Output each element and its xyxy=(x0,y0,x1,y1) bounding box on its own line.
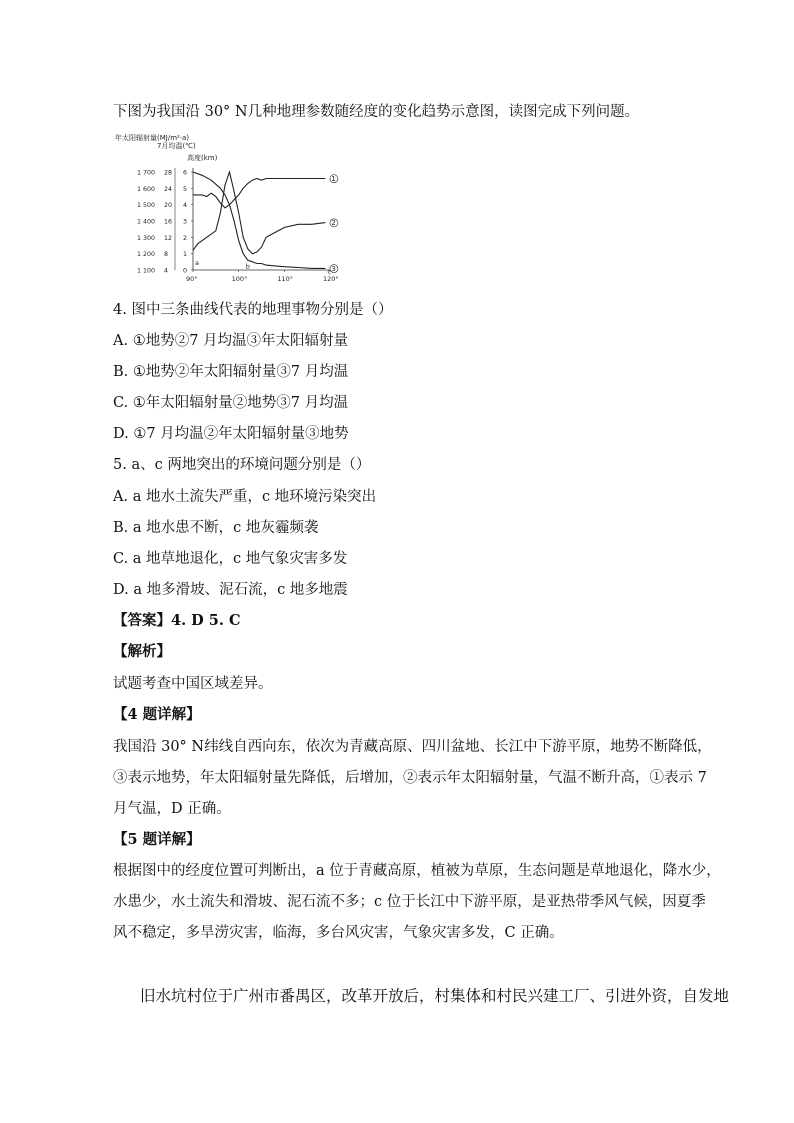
q5-detail-line-3: 风不稳定，多旱涝灾害，临海，多台风灾害，气象灾害多发，C 正确。 xyxy=(113,925,564,941)
q5-detail-heading: 【5 题详解】 xyxy=(113,831,201,848)
x-tick-label: 110° xyxy=(277,275,294,283)
series-label-3: 3 xyxy=(331,264,336,273)
point-label-b: b xyxy=(245,262,250,271)
temp-tick: 24 xyxy=(164,185,173,193)
radiation-tick: 1 300 xyxy=(137,234,156,242)
q5-option-d: D. a 地多滑坡、泥石流，c 地多地震 xyxy=(113,582,348,598)
elevation-tick: 0 xyxy=(183,267,188,275)
q4-option-b: B. ①地势②年太阳辐射量③7 月均温 xyxy=(113,364,349,380)
chart-series-labels xyxy=(195,175,338,276)
series-line-1 xyxy=(193,179,325,208)
temp-tick: 28 xyxy=(164,169,173,177)
temp-tick: 8 xyxy=(164,251,169,259)
temp-tick: 4 xyxy=(164,267,169,275)
elevation-tick: 1 xyxy=(183,251,188,259)
q4-option-d: D. ①7 月均温②年太阳辐射量③地势 xyxy=(113,426,349,442)
question-4: 4. 图中三条曲线代表的地理事物分别是（） xyxy=(113,302,393,318)
answer-line: 【答案】4. D 5. C xyxy=(113,612,241,629)
radiation-tick: 1 100 xyxy=(137,267,156,275)
chart-lines xyxy=(193,172,325,271)
temp-tick: 20 xyxy=(164,202,173,210)
series-label-2: 2 xyxy=(331,219,336,228)
temp-tick: 16 xyxy=(164,218,173,226)
q5-detail-line-2: 水患少，水土流失和滑坡、泥石流不多；c 位于长江中下游平原，是亚热带季风气候，因夏季 xyxy=(113,894,706,910)
intro-text: 下图为我国沿 30° N几种地理参数随经度的变化趋势示意图，读图完成下列问题。 xyxy=(113,104,640,120)
x-tick-label: 120° xyxy=(323,275,339,283)
temp-tick: 12 xyxy=(164,234,173,242)
series-line-3 xyxy=(193,172,325,271)
radiation-tick: 1 400 xyxy=(137,218,156,226)
series-label-1: 1 xyxy=(331,175,336,184)
elevation-tick: 4 xyxy=(183,202,188,210)
q4-detail-heading: 【4 题详解】 xyxy=(113,706,201,723)
next-passage-line: 旧水坑村位于广州市番禺区，改革开放后，村集体和村民兴建工厂、引进外资，自发地 xyxy=(140,987,730,1005)
chart-label-radiation: 年太阳辐射量(MJ/m²·a) xyxy=(115,134,190,142)
x-tick-label: 90° xyxy=(186,275,198,283)
point-label-a: a xyxy=(195,259,199,268)
point-label-c: c xyxy=(327,267,332,276)
radiation-tick: 1 500 xyxy=(137,202,156,210)
q4-option-c: C. ①年太阳辐射量②地势③7 月均温 xyxy=(113,395,349,411)
analysis-heading: 【解析】 xyxy=(113,643,171,660)
q4-detail-line-3: 月气温，D 正确。 xyxy=(113,801,231,817)
series-line-2 xyxy=(193,172,325,254)
chart-label-temp: 7月均温(℃) xyxy=(157,142,196,150)
elevation-tick: 6 xyxy=(183,169,188,177)
q4-detail-line-2: ③表示地势，年太阳辐射量先降低，后增加，②表示年太阳辐射量，气温不断升高，①表示 7 xyxy=(113,770,707,786)
x-tick-label: 100° xyxy=(231,275,248,283)
question-5: 5. a、c 两地突出的环境问题分别是（） xyxy=(113,457,371,473)
elevation-tick: 2 xyxy=(183,234,188,242)
q4-detail-line-1: 我国沿 30° N纬线自西向东，依次为青藏高原、四川盆地、长江中下游平原，地势不断降低， xyxy=(113,739,712,755)
q5-detail-line-1: 根据图中的经度位置可判断出，a 位于青藏高原，植被为草原，生态问题是草地退化，降水少， xyxy=(113,863,721,879)
q5-option-b: B. a 地水患不断，c 地灰霾频袭 xyxy=(113,520,319,536)
q4-option-a: A. ①地势②7 月均温③年太阳辐射量 xyxy=(113,333,349,349)
elevation-tick: 3 xyxy=(183,218,188,226)
chart-label-elevation: 高度(km) xyxy=(187,154,218,162)
radiation-tick: 1 200 xyxy=(137,251,156,259)
q5-option-c: C. a 地草地退化，c 地气象灾害多发 xyxy=(113,551,348,567)
q5-option-a: A. a 地水土流失严重，c 地环境污染突出 xyxy=(113,489,377,505)
longitude-profile-chart xyxy=(115,134,340,285)
chart-axes xyxy=(175,168,330,270)
radiation-tick: 1 600 xyxy=(137,185,156,193)
radiation-tick: 1 700 xyxy=(137,169,156,177)
chart-ticks xyxy=(137,170,339,284)
elevation-tick: 5 xyxy=(183,185,188,193)
analysis-text: 试题考查中国区域差异。 xyxy=(113,676,273,692)
